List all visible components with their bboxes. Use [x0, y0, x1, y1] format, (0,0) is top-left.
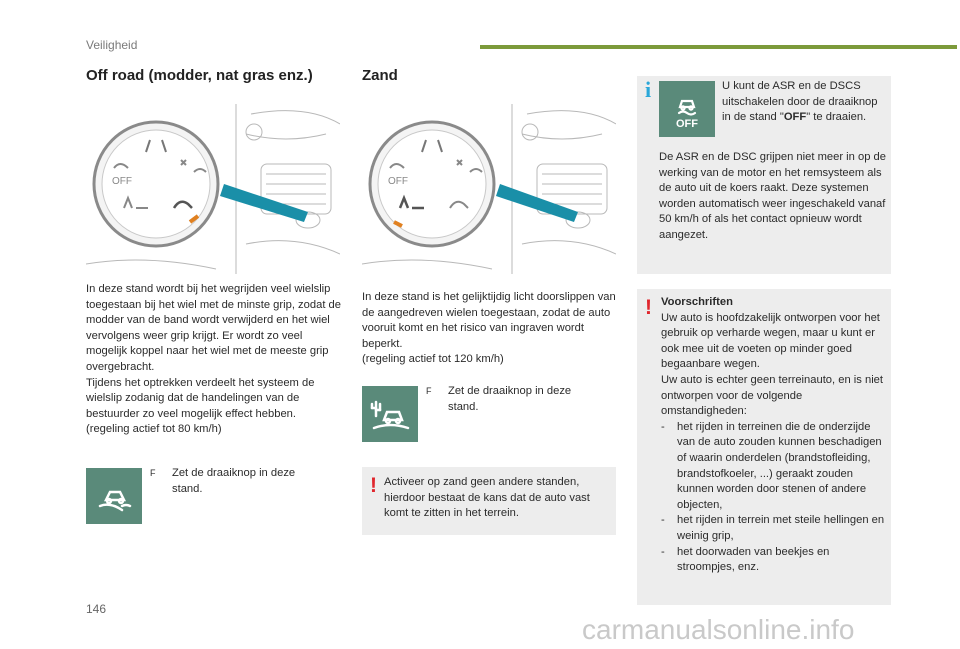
sand-warning-text: Activeer op zand geen andere standen, hierdoor bestaat de kans dat de auto vast komt te zitten in het terrein.	[384, 476, 590, 520]
dash-marker: -	[661, 514, 665, 527]
step-bullet: F	[426, 386, 432, 396]
offroad-description: In deze stand wordt bij het wegrijden veel wielslip toegestaan bij het wiel met de minste grip, zodat de modder van de band wordt verwijderd en het wiel vervolgens weer grip krijgt. Er wordt zo veel mogelijk koppel naar het wiel met de meeste grip overgebracht. Tijdens het optrekken verdeelt het systeem de wielslip zodanig dat de handelingen van de bestuurder zo veel mogelijk effect hebben. (regeling actief tot 80 km/h)	[86, 283, 341, 436]
dash-marker: -	[661, 545, 665, 558]
info-box	[637, 76, 891, 274]
rules-item-text: het doorwaden van beekjes en stroompjes, enz.	[677, 545, 830, 574]
esp-off-icon	[659, 81, 715, 137]
watermark: carmanualsonline.info	[582, 614, 855, 645]
rules-item-text: het rijden in terrein met steile hellingen en weinig grip,	[677, 514, 885, 542]
page-number: 146	[86, 602, 107, 616]
sand-dial-illustration	[362, 104, 616, 274]
info-body: De ASR en de DSC grijpen niet meer in op de werking van de motor en het remsysteem als de auto uit de koers raakt. Deze systemen worden automatisch weer ingeschakeld vanaf 50 km/h of als het contact opnieuw wordt aangezet.	[659, 151, 886, 241]
rules-title: Voorschriften	[661, 296, 733, 308]
offroad-step	[150, 466, 300, 497]
list-item	[661, 545, 887, 576]
sand-step	[426, 384, 576, 415]
warning-icon: !	[645, 296, 652, 319]
rules-warning-box	[637, 289, 891, 605]
sand-mode-icon	[362, 386, 418, 442]
sand-description: In deze stand is het gelijktijdig licht doorslippen van de aangedreven wielen toegestaan, zodat de auto vooruit komt en het risico van ingraven wordt beperkt. (regeling actief tot 120 km/h)	[362, 291, 616, 366]
dial-off-label: OFF	[112, 176, 132, 187]
sand-warning-box	[362, 467, 616, 535]
info-intro	[722, 79, 888, 126]
rules-item-text: het rijden in terreinen die de onderzijde van de auto zouden kunnen beschadigen of waarin onderdelen (brandstofleiding, brandstofkoeler, ...) geraakt zouden kunnen worden door stenen of andere objecten,	[677, 420, 882, 511]
offroad-dial-illustration	[86, 104, 340, 274]
rules-content	[661, 295, 887, 576]
sand-step-text: Zet de draaiknop in deze stand.	[448, 385, 572, 413]
off-road-mode-icon	[86, 468, 142, 524]
dash-marker: -	[661, 420, 665, 433]
esp-off-label: OFF	[676, 118, 698, 130]
list-item	[661, 513, 887, 544]
info-intro-off: OFF	[783, 111, 807, 124]
offroad-step-text: Zet de draaiknop in deze stand.	[172, 467, 296, 495]
section-label: Veiligheid	[86, 38, 138, 52]
step-bullet: F	[150, 468, 156, 478]
info-intro-text: U kunt de ASR en de DSCS uitschakelen door de draaiknop in de stand "	[722, 80, 878, 124]
header-accent-bar	[480, 45, 957, 49]
offroad-heading: Off road (modder, nat gras enz.)	[86, 67, 313, 84]
dial-off-label: OFF	[388, 176, 408, 187]
sand-heading: Zand	[362, 67, 398, 84]
list-item	[661, 420, 887, 514]
info-intro-end: " te draaien.	[806, 111, 867, 124]
warning-icon: !	[370, 474, 377, 497]
info-icon: i	[645, 77, 652, 102]
rules-intro: Uw auto is hoofdzakelijk ontworpen voor het gebruik op verharde wegen, maar u kunt er ook mee uit de voeten op minder goed begaanbare wegen. Uw auto is echter geen terreinauto, en is niet ontworpen voor de volgende omstandigheden:	[661, 311, 884, 418]
